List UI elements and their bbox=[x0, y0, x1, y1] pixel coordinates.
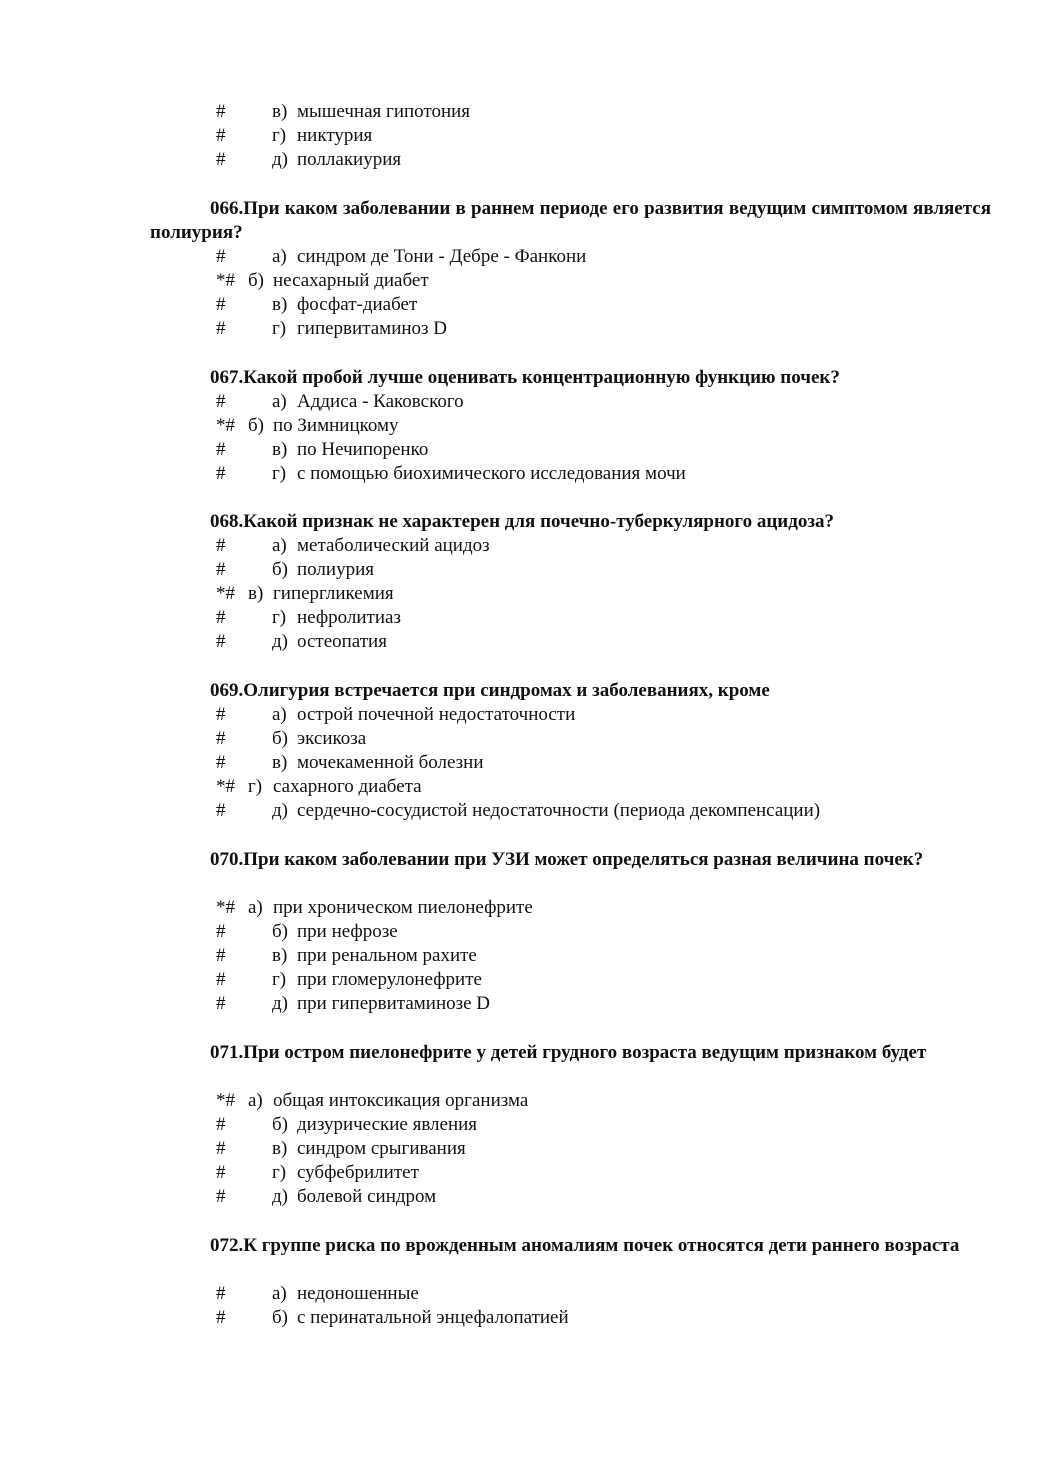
option-mark: # bbox=[216, 391, 226, 412]
option-mark: # bbox=[216, 1138, 226, 1159]
option-letter: в) bbox=[272, 439, 288, 460]
option-mark: # bbox=[216, 945, 226, 966]
option-mark: # bbox=[216, 101, 226, 122]
option-letter: а) bbox=[248, 1090, 263, 1111]
option-letter: д) bbox=[272, 800, 288, 821]
option-letter: а) bbox=[272, 535, 287, 556]
question-title: 069.Олигурия встречается при синдромах и заболеваниях, кроме bbox=[210, 680, 770, 701]
option-letter: в) bbox=[248, 583, 264, 604]
option-mark: *# bbox=[216, 270, 235, 291]
option-text: болевой синдром bbox=[297, 1186, 437, 1207]
option-letter: б) bbox=[272, 559, 288, 580]
option-text: нефролитиаз bbox=[297, 607, 401, 628]
option-mark: # bbox=[216, 728, 226, 749]
option-letter: в) bbox=[272, 752, 288, 773]
option-letter: б) bbox=[272, 1307, 288, 1328]
option-text: эксикоза bbox=[297, 728, 367, 749]
option-letter: г) bbox=[272, 607, 287, 628]
option-letter: в) bbox=[272, 1138, 288, 1159]
option-letter: г) bbox=[272, 463, 287, 484]
option-letter: а) bbox=[272, 391, 287, 412]
option-mark: *# bbox=[216, 583, 235, 604]
option-mark: # bbox=[216, 535, 226, 556]
option-mark: # bbox=[216, 800, 226, 821]
option-mark: # bbox=[216, 752, 226, 773]
option-mark: *# bbox=[216, 415, 235, 436]
option-letter: а) bbox=[248, 897, 263, 918]
option-letter: г) bbox=[272, 125, 287, 146]
option-text: при гипервитаминозе D bbox=[297, 993, 491, 1014]
option-text: Аддиса - Каковского bbox=[297, 391, 464, 412]
option-mark: # bbox=[216, 993, 226, 1014]
option-text: поллакиурия bbox=[297, 149, 402, 170]
option-text: острой почечной недостаточности bbox=[297, 704, 576, 725]
option-mark: # bbox=[216, 246, 226, 267]
option-letter: д) bbox=[272, 149, 288, 170]
option-text: гипергликемия bbox=[273, 583, 394, 604]
option-letter: в) bbox=[272, 101, 288, 122]
option-text: при хроническом пиелонефрите bbox=[273, 897, 533, 918]
option-mark: # bbox=[216, 704, 226, 725]
option-text: полиурия bbox=[297, 559, 374, 580]
option-letter: д) bbox=[272, 1186, 288, 1207]
option-text: при ренальном рахите bbox=[297, 945, 477, 966]
option-letter: б) bbox=[272, 728, 288, 749]
option-text: при нефрозе bbox=[297, 921, 398, 942]
option-text: по Зимницкому bbox=[273, 415, 399, 436]
option-mark: *# bbox=[216, 897, 235, 918]
option-letter: а) bbox=[272, 246, 287, 267]
option-mark: # bbox=[216, 969, 226, 990]
option-mark: # bbox=[216, 125, 226, 146]
option-text: сердечно-сосудистой недостаточности (периода декомпенсации) bbox=[297, 800, 821, 821]
option-letter: г) bbox=[248, 776, 263, 797]
question-title: 070.При каком заболевании при УЗИ может определяться разная величина почек? bbox=[210, 849, 924, 870]
question-title: 071.При остром пиелонефрите у детей грудного возраста ведущим признаком будет bbox=[210, 1042, 927, 1063]
option-mark: # bbox=[216, 1307, 226, 1328]
option-mark: # bbox=[216, 294, 226, 315]
question-title: 072.К группе риска по врожденным аномалиям почек относятся дети раннего возраста bbox=[210, 1235, 960, 1256]
option-mark: *# bbox=[216, 776, 235, 797]
option-text: общая интоксикация организма bbox=[273, 1090, 529, 1111]
option-mark: # bbox=[216, 318, 226, 339]
option-mark: # bbox=[216, 631, 226, 652]
option-mark: # bbox=[216, 439, 226, 460]
option-letter: б) bbox=[248, 415, 264, 436]
option-mark: # bbox=[216, 607, 226, 628]
option-text: с перинатальной энцефалопатией bbox=[297, 1307, 569, 1328]
option-letter: б) bbox=[272, 1114, 288, 1135]
option-text: синдром срыгивания bbox=[297, 1138, 466, 1159]
option-mark: # bbox=[216, 1283, 226, 1304]
option-mark: # bbox=[216, 1162, 226, 1183]
option-mark: # bbox=[216, 1186, 226, 1207]
option-text: синдром де Тони - Дебре - Фанкони bbox=[297, 246, 587, 267]
question-title: 066.При каком заболевании в раннем периоде его развития ведущим симптомом является полиурия? bbox=[150, 198, 991, 243]
option-text: гипервитаминоз D bbox=[297, 318, 448, 339]
option-letter: б) bbox=[248, 270, 264, 291]
option-letter: г) bbox=[272, 1162, 287, 1183]
option-text: субфебрилитет bbox=[297, 1162, 419, 1183]
option-letter: в) bbox=[272, 294, 288, 315]
option-letter: а) bbox=[272, 1283, 287, 1304]
option-letter: б) bbox=[272, 921, 288, 942]
option-letter: д) bbox=[272, 631, 288, 652]
option-text: никтурия bbox=[297, 125, 373, 146]
option-mark: # bbox=[216, 559, 226, 580]
option-text: мочекаменной болезни bbox=[297, 752, 484, 773]
question-title: 068.Какой признак не характерен для почечно-туберкулярного ацидоза? bbox=[210, 511, 834, 532]
option-text: при гломерулонефрите bbox=[297, 969, 482, 990]
option-letter: г) bbox=[272, 969, 287, 990]
option-mark: *# bbox=[216, 1090, 235, 1111]
option-text: несахарный диабет bbox=[273, 270, 429, 291]
option-text: недоношенные bbox=[297, 1283, 419, 1304]
option-letter: а) bbox=[272, 704, 287, 725]
option-letter: г) bbox=[272, 318, 287, 339]
option-text: мышечная гипотония bbox=[297, 101, 471, 122]
option-text: остеопатия bbox=[297, 631, 387, 652]
option-mark: # bbox=[216, 1114, 226, 1135]
option-mark: # bbox=[216, 921, 226, 942]
option-letter: в) bbox=[272, 945, 288, 966]
question-title: 067.Какой пробой лучше оценивать концентрационную функцию почек? bbox=[210, 367, 840, 388]
option-mark: # bbox=[216, 149, 226, 170]
option-text: дизурические явления bbox=[297, 1114, 478, 1135]
option-text: сахарного диабета bbox=[273, 776, 422, 797]
option-text: метаболический ацидоз bbox=[297, 535, 490, 556]
option-text: фосфат-диабет bbox=[297, 294, 418, 315]
option-text: с помощью биохимического исследования мочи bbox=[297, 463, 686, 484]
option-letter: д) bbox=[272, 993, 288, 1014]
option-text: по Нечипоренко bbox=[297, 439, 429, 460]
option-mark: # bbox=[216, 463, 226, 484]
